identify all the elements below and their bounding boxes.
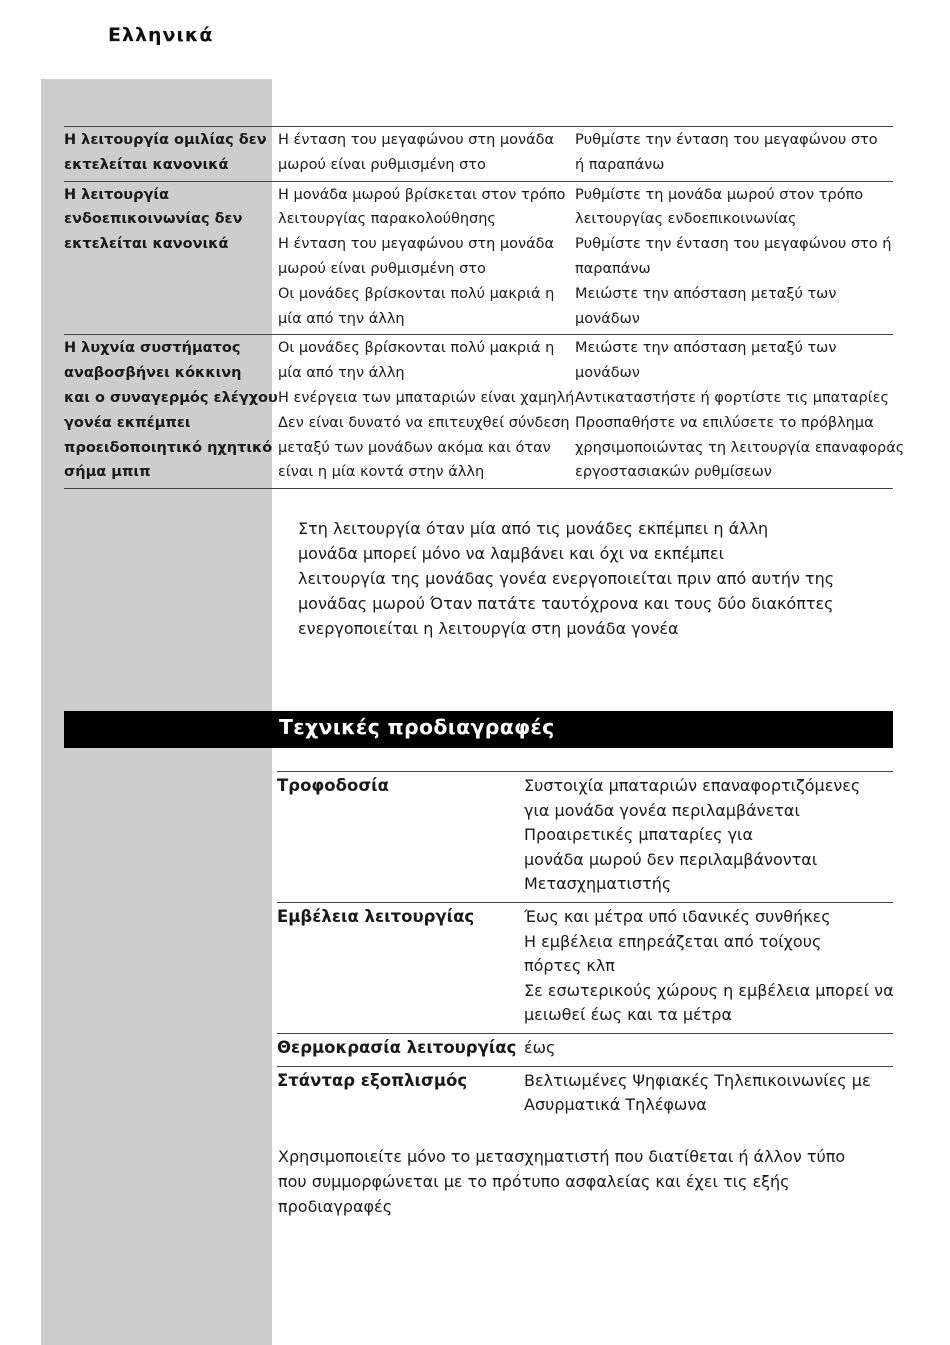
- text-line: λειτουργίας παρακολούθησης: [278, 211, 496, 228]
- text-line: μωρού είναι ρυθμισμένη στο: [278, 156, 486, 173]
- text-line: Οι μονάδες βρίσκονται πολύ μακριά η: [278, 285, 555, 302]
- spec-row: [277, 1033, 893, 1066]
- text-line: μονάδων: [575, 310, 640, 327]
- text-line: μονάδα μπορεί μόνο να λαμβάνει και όχι να εκπέμπει: [298, 543, 724, 563]
- text-line: Χρησιμοποιείτε μόνο το μετασχηματιστή που διατίθεται ή άλλον τύπο: [278, 1147, 846, 1166]
- text-line: Η εμβέλεια επηρεάζεται από τοίχους: [524, 931, 822, 951]
- spec-label: Τροφοδοσία: [277, 776, 389, 795]
- troubleshooting-row: [64, 181, 893, 335]
- text-line: σήμα μπιπ: [64, 464, 151, 481]
- spec-value: [524, 1036, 893, 1061]
- text-line: Ρυθμίστε την ένταση του μεγαφώνου στο ή: [575, 236, 892, 253]
- text-line: Οι μονάδες βρίσκονται πολύ μακριά η: [278, 340, 555, 357]
- spec-row: [277, 1066, 893, 1123]
- text-line: Μειώστε την απόσταση μεταξύ των: [575, 340, 837, 357]
- text-line: εκτελείται κανονικά: [64, 156, 229, 173]
- troubleshooting-row: [64, 334, 905, 489]
- text-line: Ασυρματικά Τηλέφωνα: [524, 1095, 707, 1115]
- spec-label: Στάνταρ εξοπλισμός: [277, 1070, 468, 1090]
- cause-cell: [278, 127, 575, 178]
- spec-label: Θερμοκρασία λειτουργίας: [277, 1037, 517, 1057]
- text-line: που συμμορφώνεται με το πρότυπο ασφαλείας και έχει τις εξής: [278, 1171, 790, 1191]
- troubleshooting-table: [64, 126, 905, 489]
- text-line: έως: [524, 1037, 556, 1057]
- solution-cell: [575, 335, 905, 485]
- problem-cell: [64, 335, 278, 485]
- text-line: πόρτες κλπ: [524, 956, 615, 976]
- text-line: Στη λειτουργία όταν μία από τις μονάδες εκπέμπει η άλλη: [298, 519, 769, 538]
- text-line: Η λυχνία συστήματος: [64, 340, 241, 357]
- text-line: ενεργοποιείται η λειτουργία στη μονάδα γονέα: [298, 618, 679, 638]
- text-line: ή παραπάνω: [575, 156, 665, 173]
- cause-cell: [278, 182, 575, 332]
- text-line: εργοστασιακών ρυθμίσεων: [575, 464, 772, 481]
- text-line: Η ένταση του μεγαφώνου στη μονάδα: [278, 236, 555, 253]
- text-line: Δεν είναι δυνατό να επιτευχθεί σύνδεση: [278, 414, 570, 431]
- spec-row: [277, 902, 893, 1033]
- text-line: Η ενέργεια των μπαταριών είναι χαμηλή: [278, 389, 575, 406]
- text-line: Ρυθμίστε την ένταση του μεγαφώνου στο: [575, 132, 878, 148]
- text-line: λειτουργία της μονάδας γονέα ενεργοποιείται πριν από αυτήν της: [298, 568, 835, 588]
- text-line: προδιαγραφές: [278, 1196, 393, 1216]
- spec-value: [524, 1069, 893, 1118]
- text-line: Η ένταση του μεγαφώνου στη μονάδα: [278, 132, 555, 148]
- text-line: λειτουργίας ενδοεπικοινωνίας: [575, 211, 797, 228]
- troubleshooting-row: [64, 126, 893, 181]
- text-line: εκτελείται κανονικά: [64, 236, 229, 253]
- spec-label: Εμβέλεια λειτουργίας: [277, 906, 475, 926]
- text-line: Ρυθμίστε τη μονάδα μωρού στον τρόπο: [575, 186, 864, 203]
- text-line: ενδοεπικοινωνίας δεν: [64, 211, 243, 228]
- text-line: Μειώστε την απόσταση μεταξύ των: [575, 285, 837, 302]
- section-title-bar: [64, 711, 893, 748]
- language-heading: Ελληνικά: [108, 24, 214, 46]
- text-line: μονάδας μωρού Όταν πατάτε ταυτόχρονα και τους δύο διακόπτες: [298, 593, 834, 613]
- text-line: Έως και μέτρα υπό ιδανικές συνθήκες: [524, 906, 831, 926]
- section-title: Τεχνικές προδιαγραφές: [279, 715, 555, 739]
- text-line: Σε εσωτερικούς χώρους η εμβέλεια μπορεί να: [524, 980, 894, 1000]
- text-line: μονάδα μωρού δεν περιλαμβάνονται: [524, 849, 818, 869]
- text-line: μεταξύ των μονάδων ακόμα και όταν: [278, 439, 551, 456]
- text-line: μία από την άλλη: [278, 365, 405, 382]
- text-line: χρησιμοποιώντας τη λειτουργία επαναφοράς: [575, 439, 905, 456]
- specifications-table: [277, 771, 893, 1123]
- solution-cell: [575, 127, 893, 178]
- text-line: παραπάνω: [575, 260, 651, 277]
- problem-cell: [64, 182, 278, 332]
- spec-value: [524, 905, 893, 1028]
- text-line: Βελτιωμένες Ψηφιακές Τηλεπικοινωνίες με: [524, 1070, 871, 1090]
- text-line: Συστοιχία μπαταριών επαναφορτιζόμενες: [524, 776, 861, 795]
- text-line: Μετασχηματιστής: [524, 874, 672, 894]
- cause-cell: [278, 335, 575, 485]
- text-line: μία από την άλλη: [278, 310, 405, 327]
- solution-cell: [575, 182, 893, 332]
- spec-value: [524, 774, 893, 897]
- text-line: γονέα εκπέμπει: [64, 414, 191, 431]
- text-line: Η λειτουργία ομιλίας δεν: [64, 132, 267, 148]
- text-line: μωρού είναι ρυθμισμένη στο: [278, 260, 486, 277]
- text-line: μειωθεί έως και τα μέτρα: [524, 1005, 733, 1025]
- text-line: Αντικαταστήστε ή φορτίστε τις μπαταρίες: [575, 389, 889, 406]
- text-line: Η λειτουργία: [64, 186, 169, 203]
- text-line: προειδοποιητικό ηχητικό: [64, 439, 273, 456]
- text-line: Η μονάδα μωρού βρίσκεται στον τρόπο: [278, 186, 566, 203]
- problem-cell: [64, 127, 278, 178]
- text-line: και ο συναγερμός ελέγχου: [64, 389, 278, 406]
- adapter-footnote: [278, 1145, 898, 1220]
- text-line: αναβοσβήνει κόκκινη: [64, 365, 242, 382]
- text-line: Προαιρετικές μπαταρίες για: [524, 825, 754, 845]
- spec-row: [277, 771, 893, 902]
- text-line: μονάδων: [575, 365, 640, 382]
- note-paragraph: [298, 517, 898, 642]
- text-line: για μονάδα γονέα περιλαμβάνεται: [524, 800, 800, 820]
- text-line: Προσπαθήστε να επιλύσετε το πρόβλημα: [575, 414, 874, 431]
- text-line: είναι η μία κοντά στην άλλη: [278, 464, 485, 481]
